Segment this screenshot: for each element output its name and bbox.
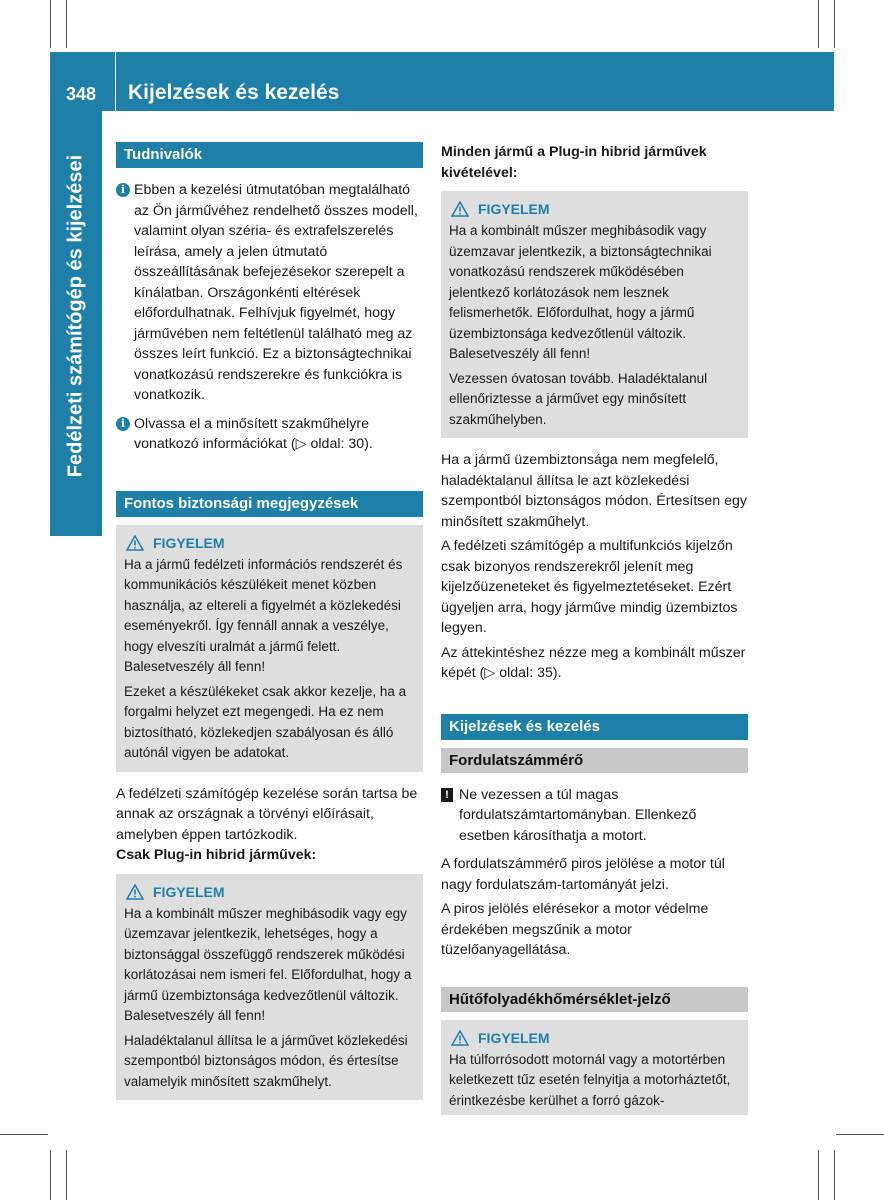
crop-mark bbox=[818, 0, 819, 48]
warning-box bbox=[441, 191, 748, 438]
page-number: 348 bbox=[66, 84, 97, 104]
subheading: Csak Plug-in hibrid járművek: bbox=[116, 847, 317, 863]
section-heading-safety: Fontos biztonsági megjegyzések bbox=[116, 491, 423, 517]
header-divider bbox=[115, 52, 116, 111]
crop-mark bbox=[50, 1150, 51, 1200]
caution-text: Ne vezessen a túl magas fordulatszámtartományban. Ellenkező esetben károsíthatja a motort. bbox=[459, 786, 697, 844]
crop-mark bbox=[0, 1134, 48, 1135]
warning-triangle-icon bbox=[126, 884, 144, 900]
warning-text: Ha túlforrósodott motornál vagy a motortérben keletkezett tűz esetén felnyitja a motorháztetőt, érintkezésbe kerülhet a forró gázok- bbox=[449, 1051, 731, 1108]
crop-mark bbox=[66, 1150, 67, 1200]
warning-triangle-icon bbox=[451, 1030, 469, 1046]
info-icon: i bbox=[116, 183, 130, 197]
warning-title: FIGYELEM bbox=[153, 883, 225, 900]
crop-mark bbox=[818, 1150, 819, 1200]
paragraph: A fordulatszámmérő piros jelölése a motor túl nagy fordulatszám-tartományát jelzi. bbox=[441, 856, 725, 893]
warning-box bbox=[116, 874, 423, 1101]
warning-title: FIGYELEM bbox=[153, 534, 225, 551]
warning-text: Vezessen óvatosan tovább. Haladéktalanul ellenőriztesse a járművet egy minősített szakműhelyben. bbox=[449, 370, 708, 427]
crop-mark bbox=[66, 0, 67, 48]
info-note bbox=[116, 180, 423, 406]
crop-mark bbox=[50, 0, 51, 48]
crop-mark bbox=[836, 1134, 884, 1135]
paragraph: A fedélzeti számítógép kezelése során tartsa be annak az országnak a törvényi előírásait, amelyben éppen tartózkodik. bbox=[116, 785, 418, 843]
paragraph: A piros jelölés elérésekor a motor védelme érdekében megszűnik a motor tüzelőanyagellátása. bbox=[441, 901, 709, 958]
warning-text: Haladéktalanul állítsa le a járművet közlekedési szempontból biztonságos módon, és értesítse valamelyik minősített szakműhelyt. bbox=[124, 1032, 408, 1089]
right-column bbox=[441, 142, 748, 1115]
info-text: Ebben a kezelési útmutatóban megtalálható az Ön járművéhez rendelhető összes modell, valamint olyan széria- és extrafelszerelés leírása, amely a jelen útmutató összeállításának befejezésekor szerepelt a kínálatban. Országonkénti eltérések előfordulhatnak. Felhívjuk figyelmét, hogy járművében nem feltétlenül található meg az összes leírt funkció. Ez a biztonságtechnikai vonatkozású rendszerekre és funkciókra is vonatkozik. bbox=[134, 182, 418, 403]
warning-text: Ezeket a készülékeket csak akkor kezelje, ha a forgalmi helyzet ezt megengedi. Ha ez nem biztosítható, közlekedjen szabályosan és álló autónál vigyen be adatokat. bbox=[124, 683, 407, 760]
warning-title: FIGYELEM bbox=[478, 201, 550, 217]
info-text: Olvassa el a minősített szakműhelyre vonatkozó információkat (▷ oldal: 30). bbox=[134, 415, 373, 452]
warning-text: Ha a kombinált műszer meghibásodik vagy egy üzemzavar jelentkezik, lehetséges, hogy a biztonsággal összefüggő rendszerek működési korlátozásai nem ismeri fel. Előfordulhat, hogy a jármű üzembiztonsága kedvezőtlenül változik. Balesetveszély áll fenn! bbox=[124, 905, 412, 1023]
crop-mark bbox=[834, 0, 835, 48]
warning-triangle-icon bbox=[451, 201, 469, 217]
warning-title: FIGYELEM bbox=[478, 1029, 550, 1046]
paragraph: Ha a jármű üzembiztonsága nem megfelelő, haladéktalanul állítsa le azt közlekedési szempontból biztonságos módon. Értesítsen egy minősített szakműhelyt. bbox=[441, 452, 747, 530]
warning-triangle-icon bbox=[126, 535, 144, 551]
side-tab-label: Fedélzeti számítógép és kijelzései bbox=[64, 154, 87, 478]
paragraph: Az áttekintéshez nézze meg a kombinált műszer képét (▷ oldal: 35). bbox=[441, 644, 746, 681]
subheading: Minden jármű a Plug-in hibrid járművek kivételével: bbox=[441, 144, 707, 181]
warning-box bbox=[441, 1020, 748, 1116]
crop-mark bbox=[834, 1150, 835, 1200]
exclamation-icon: ! bbox=[441, 788, 453, 802]
warning-text: Ha a kombinált műszer meghibásodik vagy üzemzavar jelentkezik, a biztonságtechnikai vonatkozású rendszerek működésében jelentkező korlátozások nem lesznek felismerhetők. Előfordulhat, hogy a jármű üzembiztonsága kedvezőtlenül változik. Balesetveszély áll fenn! bbox=[449, 223, 712, 361]
left-column bbox=[116, 142, 423, 1100]
info-note bbox=[116, 414, 423, 455]
section-heading-notes: Tudnivalók bbox=[116, 142, 423, 168]
subsection-heading-tachometer: Fordulatszámmérő bbox=[441, 748, 748, 773]
caution-note bbox=[441, 785, 748, 847]
warning-box bbox=[116, 525, 423, 772]
info-icon: i bbox=[116, 417, 130, 431]
subsection-heading-coolant: Hűtőfolyadékhőmérséklet-jelző bbox=[441, 987, 748, 1012]
page-title: Kijelzések és kezelés bbox=[128, 81, 340, 104]
section-heading-displays: Kijelzések és kezelés bbox=[441, 714, 748, 740]
warning-text: Ha a jármű fedélzeti információs rendszerét és kommunikációs készülékeit menet közben használja, az eltereli a figyelmét a közlekedési eseményekről. Így fennáll annak a veszélye, hogy elveszíti uralmát a jármű felett. Balesetveszély áll fenn! bbox=[124, 556, 403, 674]
paragraph: A fedélzeti számítógép a multifunkciós kijelzőn csak bizonyos rendszerekről jelenít meg kijelzőüzeneteket és figyelmeztetéseket. Ezért ügyeljen arra, hogy járműve mindig üzembiztos legyen. bbox=[441, 538, 738, 636]
